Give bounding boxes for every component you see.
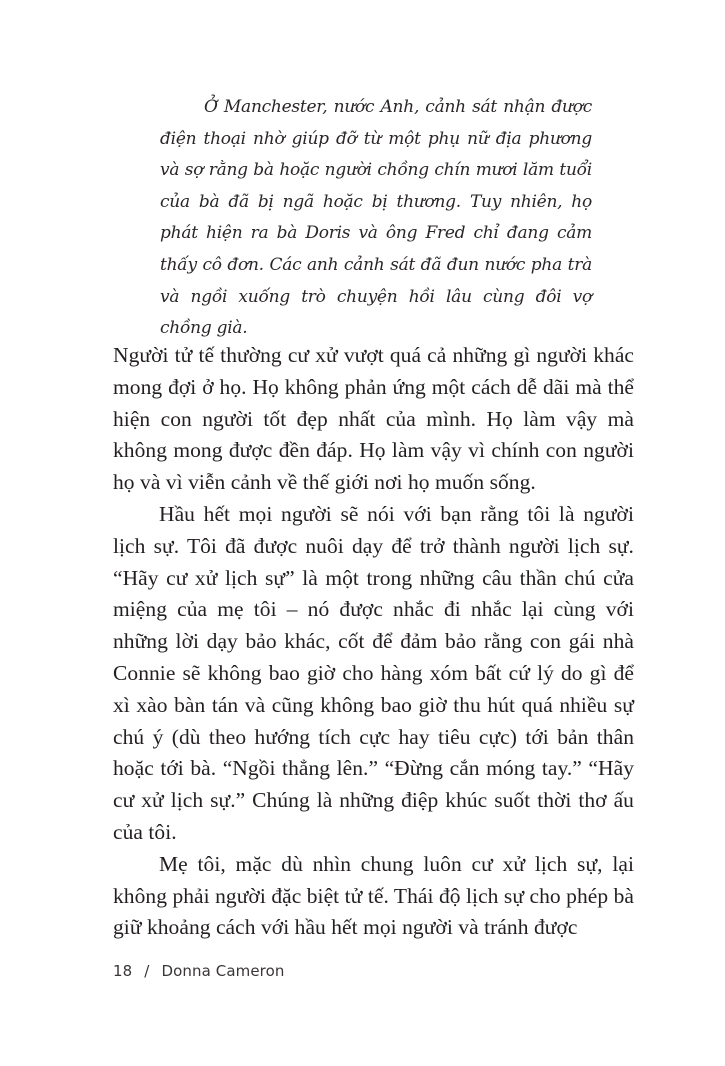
body-paragraph-2: Hầu hết mọi người sẽ nói với bạn rằng tôi là người lịch sự. Tôi đã được nuôi dạy để trở thành người lịch sự. “Hãy cư xử lịch sự” là một trong những câu thần chú cửa miệng của mẹ tôi – nó được nhắc đi nhắc lại cùng với những lời dạy bảo khác, cốt để đảm bảo rằng con gái nhà Connie sẽ không bao giờ cho hàng xóm bất cứ lý do gì để xì xào bàn tán và cũng không bao giờ thu hút quá nhiều sự chú ý (dù theo hướng tích cực hay tiêu cực) tới bản thân hoặc tới bà. “Ngồi thẳng lên.” “Đừng cắn móng tay.” “Hãy cư xử lịch sự.” Chúng là những điệp khúc suốt thời thơ ấu của tôi. xyxy=(113,501,634,844)
quote-paragraph: Ở Manchester, nước Anh, cảnh sát nhận được điện thoại nhờ giúp đỡ từ một phụ nữ địa phương và sợ rằng bà hoặc người chồng chín mươi lăm tuổi của bà đã bị ngã hoặc bị thương. Tuy nhiên, họ phát hiện ra bà Doris và ông Fred chỉ đang cảm thấy cô đơn. Các anh cảnh sát đã đun nước pha trà và ngồi xuống trò chuyện hồi lâu cùng đôi vợ chồng già. xyxy=(160,97,592,339)
body-text xyxy=(113,340,634,944)
body-paragraph-3: Mẹ tôi, mặc dù nhìn chung luôn cư xử lịch sự, lại không phải người đặc biệt tử tế. Thái độ lịch sự cho phép bà giữ khoảng cách với hầu hết mọi người và tránh được xyxy=(113,851,634,940)
footer-separator: / xyxy=(144,962,150,980)
italic-quote-block xyxy=(160,92,592,345)
body-paragraph-1: Người tử tế thường cư xử vượt quá cả những gì người khác mong đợi ở họ. Họ không phản ứng một cách dễ dãi mà thể hiện con người tốt đẹp nhất của mình. Họ làm vậy mà không mong được đền đáp. Họ làm vậy vì chính con người họ và vì viễn cảnh về thế giới nơi họ muốn sống. xyxy=(113,343,634,495)
page-number: 18 xyxy=(113,962,133,980)
page-footer xyxy=(113,962,284,980)
author-name: Donna Cameron xyxy=(161,962,285,980)
